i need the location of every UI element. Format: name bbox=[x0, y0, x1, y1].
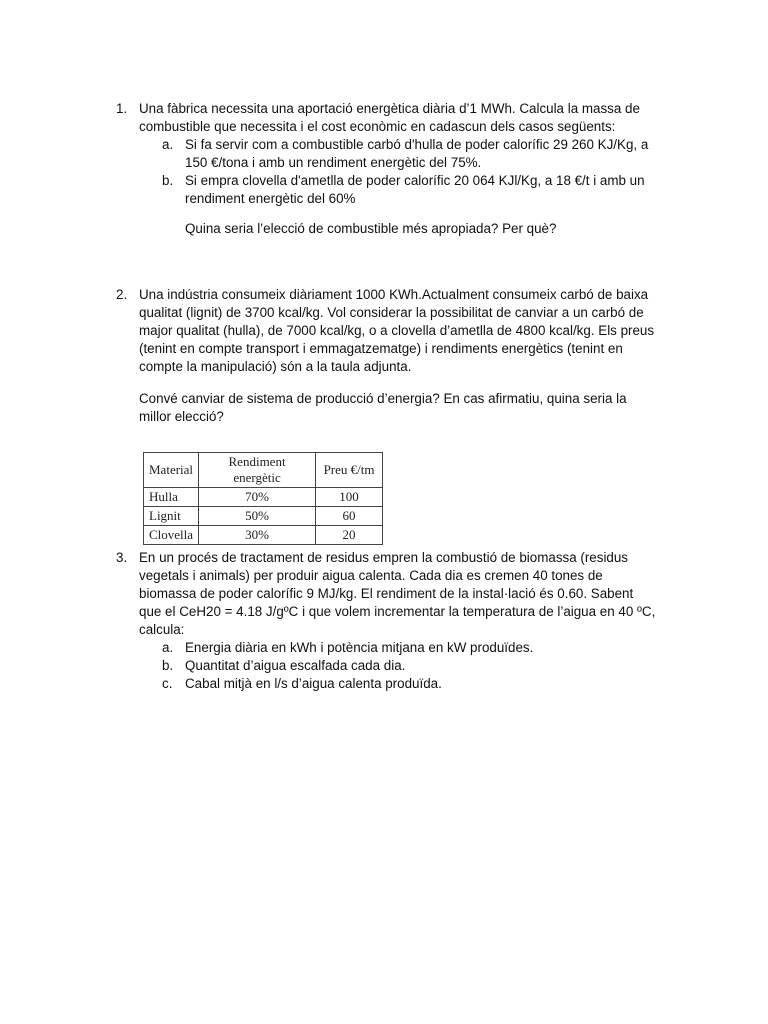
question-number: 3. bbox=[116, 550, 128, 565]
question-number: 1. bbox=[116, 101, 128, 116]
question-1 bbox=[116, 100, 656, 238]
table-cell: 100 bbox=[316, 488, 383, 507]
sub-item-letter: c. bbox=[162, 676, 173, 691]
sub-item-letter: b. bbox=[162, 658, 174, 673]
table-cell: 50% bbox=[199, 507, 316, 526]
question-text: Una indústria consumeix diàriament 1000 KWh.Actualment consumeix carbó de baixa qualitat (lignit) de 3700 kcal/kg. Vol considerar la possibilitat de canviar a un carbó de major qualitat (hulla), de 7000 kcal/kg, o a clovella d’ametlla de 4800 kcal/kg. Els preus (tenint en compte transport i emmagatzematge) i rendiments energètics (tenint en compte la manipulació) són a la taula adjunta. bbox=[139, 287, 655, 374]
materials-table bbox=[143, 452, 383, 545]
sub-item-letter: b. bbox=[162, 173, 174, 188]
table-cell: 30% bbox=[199, 526, 316, 545]
sub-item-b bbox=[139, 172, 656, 208]
table-cell: Hulla bbox=[144, 488, 199, 507]
question-prompt: Convé canviar de sistema de producció d’energia? En cas afirmatiu, quina seria la millor elecció? bbox=[139, 391, 627, 424]
table-header-row bbox=[144, 453, 383, 488]
question-3 bbox=[116, 549, 656, 693]
sub-item-b bbox=[139, 657, 656, 675]
sub-item-text: Si fa servir com a combustible carbó d'hulla de poder calorífic 29 260 KJ/Kg, a 150 €/tona i amb un rendiment energètic del 75%. bbox=[185, 137, 649, 170]
sub-item-a bbox=[139, 136, 656, 172]
sub-item-a bbox=[139, 639, 656, 657]
table-cell: 70% bbox=[199, 488, 316, 507]
table-cell: 20 bbox=[316, 526, 383, 545]
table-header-cell: Rendiment energètic bbox=[199, 453, 316, 488]
question-prompt: Quina seria l’elecció de combustible més apropiada? Per què? bbox=[185, 221, 557, 236]
sub-item-c bbox=[139, 675, 656, 693]
table-row bbox=[144, 507, 383, 526]
table-header-cell: Material bbox=[144, 453, 199, 488]
table-header-cell: Preu €/tm bbox=[316, 453, 383, 488]
sub-item-letter: a. bbox=[162, 137, 174, 152]
question-number: 2. bbox=[116, 287, 128, 302]
table-row bbox=[144, 488, 383, 507]
sub-item-text: Si empra clovella d'ametlla de poder calorífic 20 064 KJl/Kg, a 18 €/t i amb un rendiment energètic del 60% bbox=[185, 173, 645, 206]
question-text: En un procés de tractament de residus empren la combustió de biomassa (residus vegetals i animals) per produir aigua calenta. Cada dia es cremen 40 tones de biomassa de poder calorífic 9 MJ/kg. El rendiment de la instal·lació és 0.60. Sabent que el CeH20 = 4.18 J/gºC i que volem incrementar la temperatura de l’aigua en 40 ºC, calcula: bbox=[139, 550, 656, 637]
question-text: Una fàbrica necessita una aportació energètica diària d’1 MWh. Calcula la massa de combustible que necessita i el cost econòmic en cadascun dels casos següents: bbox=[139, 101, 640, 134]
question-2 bbox=[116, 286, 656, 426]
table-cell: Clovella bbox=[144, 526, 199, 545]
sub-item-letter: a. bbox=[162, 640, 174, 655]
sub-item-text: Quantitat d’aigua escalfada cada dia. bbox=[185, 658, 406, 673]
table-cell: Lignit bbox=[144, 507, 199, 526]
table-cell: 60 bbox=[316, 507, 383, 526]
sub-item-text: Cabal mitjà en l/s d’aigua calenta produïda. bbox=[185, 676, 442, 691]
sub-item-text: Energia diària en kWh i potència mitjana en kW produïdes. bbox=[185, 640, 534, 655]
table-row bbox=[144, 526, 383, 545]
